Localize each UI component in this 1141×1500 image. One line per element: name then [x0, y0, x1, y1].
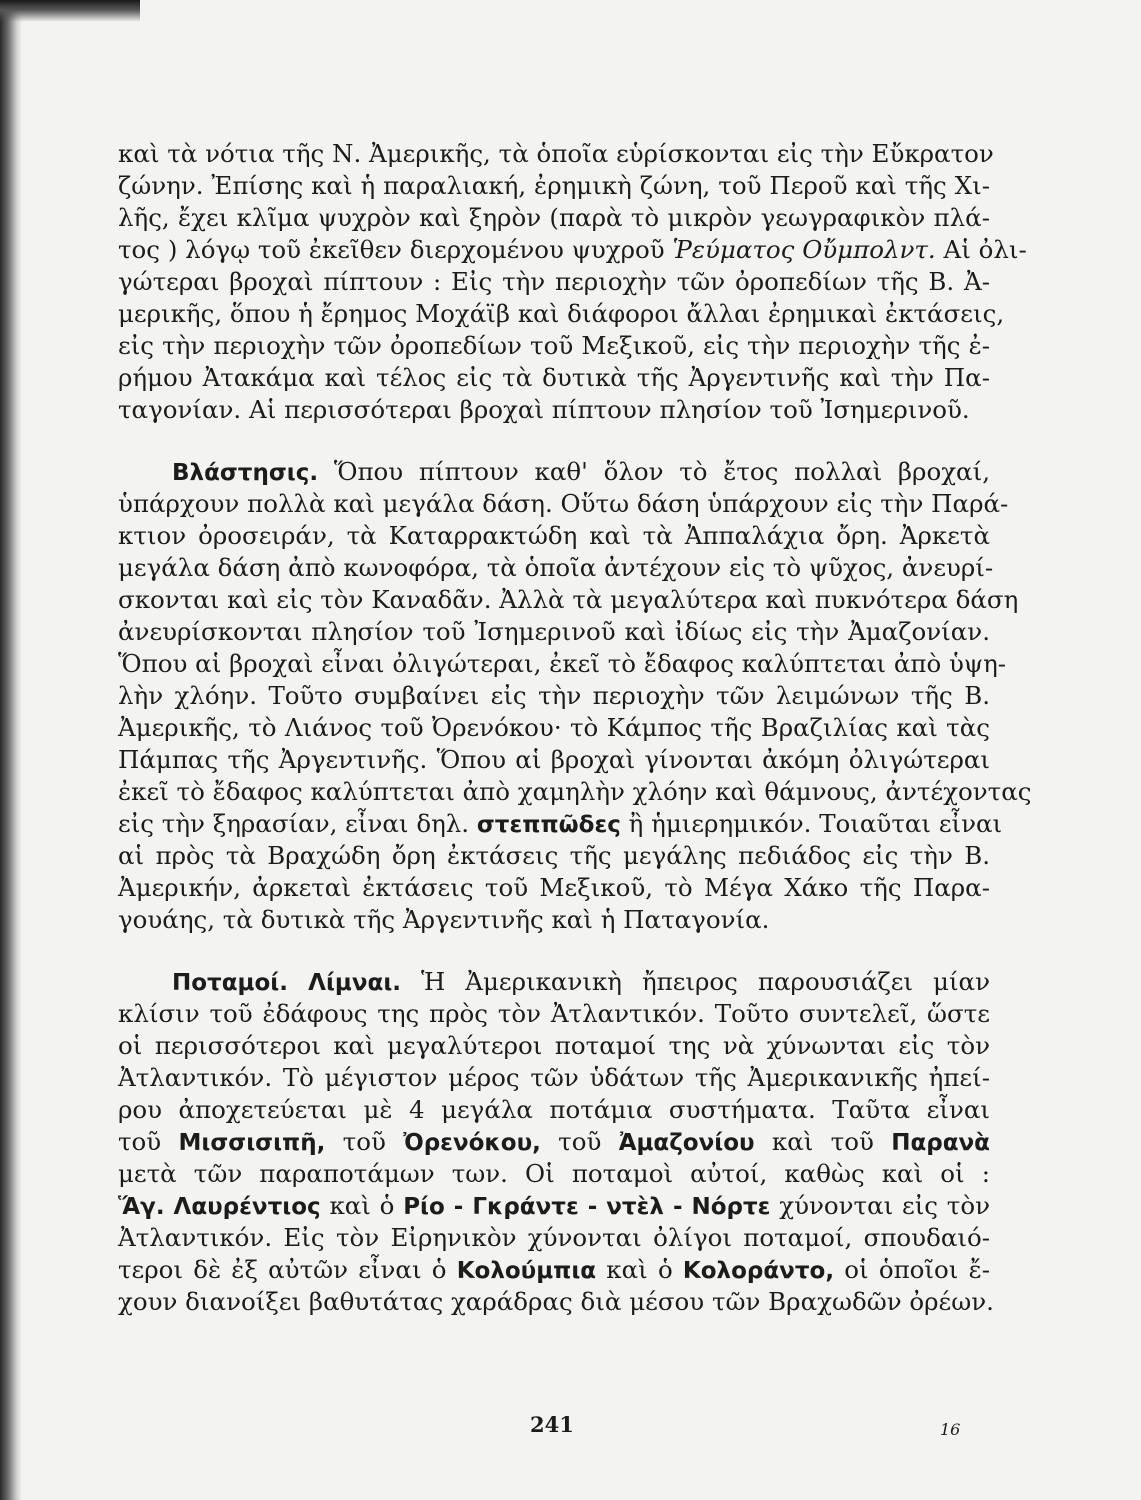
text-line: μετὰ τῶν παραποτάμων των. Οἱ ποταμοὶ αὐτοί, καθὼς καὶ οἱ :	[118, 1159, 990, 1188]
text-line: Ἀτλαντικόν. Εἰς τὸν Εἰρηνικὸν χύνονται ὀλίγοι ποταμοί, σπουδαιό-	[118, 1223, 990, 1252]
text-segment: εἰς τὴν ξηρασίαν, εἶναι δηλ.	[118, 809, 470, 838]
paragraph-rivers-lakes	[118, 966, 994, 1318]
text-line	[118, 234, 1027, 266]
text-segment: Ἡ Ἀμερικανικὴ ἤπειρος παρουσιάζει μίαν	[401, 967, 990, 996]
river-name-parana: Παρανὰ	[891, 1130, 990, 1156]
book-binding-shadow	[0, 0, 22, 1500]
text-segment: τοῦ	[325, 1127, 404, 1156]
page-body	[118, 138, 1032, 1318]
text-line: ζώνην. Ἐπίσης καὶ ἡ παραλιακή, ἐρημικὴ ζώνη, τοῦ Περοῦ καὶ τῆς Χι-	[118, 171, 990, 200]
text-line	[118, 1126, 990, 1158]
river-name-amazon: Ἀμαζονίου	[618, 1130, 755, 1156]
italic-term-humboldt-current: Ῥεύματος Οὔμπολντ.	[672, 235, 936, 264]
page-number: 241	[530, 1412, 574, 1437]
text-line: ταγονίαν. Αἱ περισσότεραι βροχαὶ πίπτουν πλησίον τοῦ Ἰσημερινοῦ.	[118, 395, 970, 424]
text-line	[118, 456, 990, 488]
bold-term-steppe: στεππῶδες	[476, 812, 621, 838]
paragraph-climate	[118, 138, 1027, 426]
text-line: Ὅπου αἱ βροχαὶ εἶναι ὀλιγώτεραι, ἐκεῖ τὸ ἔδαφος καλύπτεται ἀπὸ ὑψη-	[118, 649, 1007, 678]
text-segment: καὶ τοῦ	[754, 1127, 892, 1156]
text-line: σκονται καὶ εἰς τὸν Καναδᾶν. Ἀλλὰ τὰ μεγαλύτερα καὶ πυκνότερα δάση	[118, 585, 1019, 614]
text-line: ὑπάρχουν πολλὰ καὶ μεγάλα δάση. Οὕτω δάση ὑπάρχουν εἰς τὴν Παρά-	[118, 489, 1009, 518]
text-line: Πάμπας τῆς Ἀργεντινῆς. Ὅπου αἱ βροχαὶ γίνονται ἀκόμη ὀλιγώτεραι	[118, 745, 990, 774]
river-name-mississippi: Μισσισιπῆ,	[178, 1130, 326, 1156]
text-line: εἰς τὴν περιοχὴν τῶν ὀροπεδίων τοῦ Μεξικοῦ, εἰς τὴν περιοχὴν τῆς ἐ-	[118, 331, 990, 360]
river-name-st-lawrence: Ἅγ. Λαυρέντιος	[118, 1194, 321, 1220]
text-line: ἀνευρίσκονται πλησίον τοῦ Ἰσημερινοῦ καὶ ἰδίως εἰς τὴν Ἀμαζονίαν.	[118, 617, 990, 646]
river-name-rio-grande: Ρίο - Γκράντε - ντὲλ - Νόρτε	[403, 1194, 771, 1220]
section-heading-rivers-lakes: Ποταμοί. Λίμναι.	[172, 970, 402, 996]
text-segment: τος ) λόγῳ τοῦ ἐκεῖθεν διερχομένου ψυχροῦ	[118, 235, 665, 264]
text-line: γουάης, τὰ δυτικὰ τῆς Ἀργεντινῆς καὶ ἡ Παταγονία.	[118, 905, 770, 934]
text-line: Ἀτλαντικόν. Τὸ μέγιστον μέρος τῶν ὑδάτων τῆς Ἀμερικανικῆς ἠπεί-	[118, 1063, 990, 1092]
text-line: μερικῆς, ὅπου ἡ ἔρημος Μοχάϊβ καὶ διάφοροι ἄλλαι ἐρημικαὶ ἐκτάσεις,	[118, 299, 1005, 328]
river-name-orinoco: Ὀρενόκου,	[403, 1130, 541, 1156]
text-line: γώτεραι βροχαὶ πίπτουν : Εἰς τὴν περιοχὴν τῶν ὀροπεδίων τῆς Β. Ἀ-	[118, 267, 990, 296]
text-line: Ἀμερικῆς, τὸ Λιάνος τοῦ Ὀρενόκου· τὸ Κάμπος τῆς Βραζιλίας καὶ τὰς	[118, 713, 990, 742]
text-line: οἱ περισσότεροι καὶ μεγαλύτεροι ποταμοί της νὰ χύνωνται εἰς τὸν	[118, 1031, 990, 1060]
text-segment: ἢ ἡμιερημικόν. Τοιαῦται εἶναι	[620, 809, 1003, 838]
text-line: καὶ τὰ νότια τῆς Ν. Ἀμερικῆς, τὰ ὁποῖα εὑρίσκονται εἰς τὴν Εὔκρατον	[118, 139, 994, 168]
text-line	[118, 808, 1003, 840]
text-line: Ἀμερικήν, ἀρκεταὶ ἐκτάσεις τοῦ Μεξικοῦ, τὸ Μέγα Χάκο τῆς Παρα-	[118, 873, 990, 902]
text-line: μεγάλα δάση ἀπὸ κωνοφόρα, τὰ ὁποῖα ἀντέχουν εἰς τὸ ψῦχος, ἀνευρί-	[118, 553, 994, 582]
paragraph-vegetation	[118, 456, 1032, 936]
text-segment: καὶ ὁ	[596, 1255, 683, 1284]
text-line	[118, 1190, 990, 1222]
section-heading-vegetation: Βλάστησις.	[172, 460, 319, 486]
text-segment: τεροι δὲ ἐξ αὐτῶν εἶναι ὁ	[118, 1255, 457, 1284]
river-name-colorado: Κολοράντο,	[682, 1258, 835, 1284]
text-line	[118, 1254, 990, 1286]
river-name-columbia: Κολούμπια	[456, 1258, 597, 1284]
text-line: λῆς, ἔχει κλῖμα ψυχρὸν καὶ ξηρὸν (παρὰ τὸ μικρὸν γεωγραφικὸν πλά-	[118, 203, 990, 232]
text-line	[118, 966, 990, 998]
text-segment: τοῦ	[118, 1127, 179, 1156]
text-line: λὴν χλόην. Τοῦτο συμβαίνει εἰς τὴν περιοχὴν τῶν λειμώνων τῆς Β.	[118, 681, 990, 710]
text-line: κτιον ὀροσειράν, τὰ Καταρρακτώδη καὶ τὰ Ἀππαλάχια ὄρη. Ἀρκετὰ	[118, 521, 990, 550]
text-segment: χύνονται εἰς τὸν	[770, 1191, 990, 1220]
text-segment: οἱ ὁποῖοι ἔ-	[834, 1255, 991, 1284]
text-line: αἱ πρὸς τὰ Βραχώδη ὄρη ἐκτάσεις τῆς μεγάλης πεδιάδος εἰς τὴν Β.	[118, 841, 990, 870]
text-segment: Ὅπου πίπτουν καθ' ὅλον τὸ ἔτος πολλαὶ βροχαί,	[318, 457, 990, 486]
text-line: ἐκεῖ τὸ ἔδαφος καλύπτεται ἀπὸ χαμηλὴν χλόην καὶ θάμνους, ἀντέχοντας	[118, 777, 1032, 806]
text-line: ρου ἀποχετεύεται μὲ 4 μεγάλα ποτάμια συστήματα. Ταῦτα εἶναι	[118, 1095, 990, 1124]
printer-signature-mark: 16	[940, 1420, 961, 1439]
text-line: χουν διανοίξει βαθυτάτας χαράδρας διὰ μέσου τῶν Βραχωδῶν ὀρέων.	[118, 1287, 994, 1316]
text-line: ρήμου Ἀτακάμα καὶ τέλος εἰς τὰ δυτικὰ τῆς Ἀργεντινῆς καὶ τὴν Πα-	[118, 363, 990, 392]
text-segment: τοῦ	[540, 1127, 619, 1156]
text-segment: καὶ ὁ	[320, 1191, 404, 1220]
text-line: κλίσιν τοῦ ἐδάφους της πρὸς τὸν Ἀτλαντικόν. Τοῦτο συντελεῖ, ὥστε	[118, 999, 990, 1028]
text-segment: Αἱ ὀλι-	[935, 235, 1027, 264]
page-corner-shadow	[0, 0, 140, 22]
